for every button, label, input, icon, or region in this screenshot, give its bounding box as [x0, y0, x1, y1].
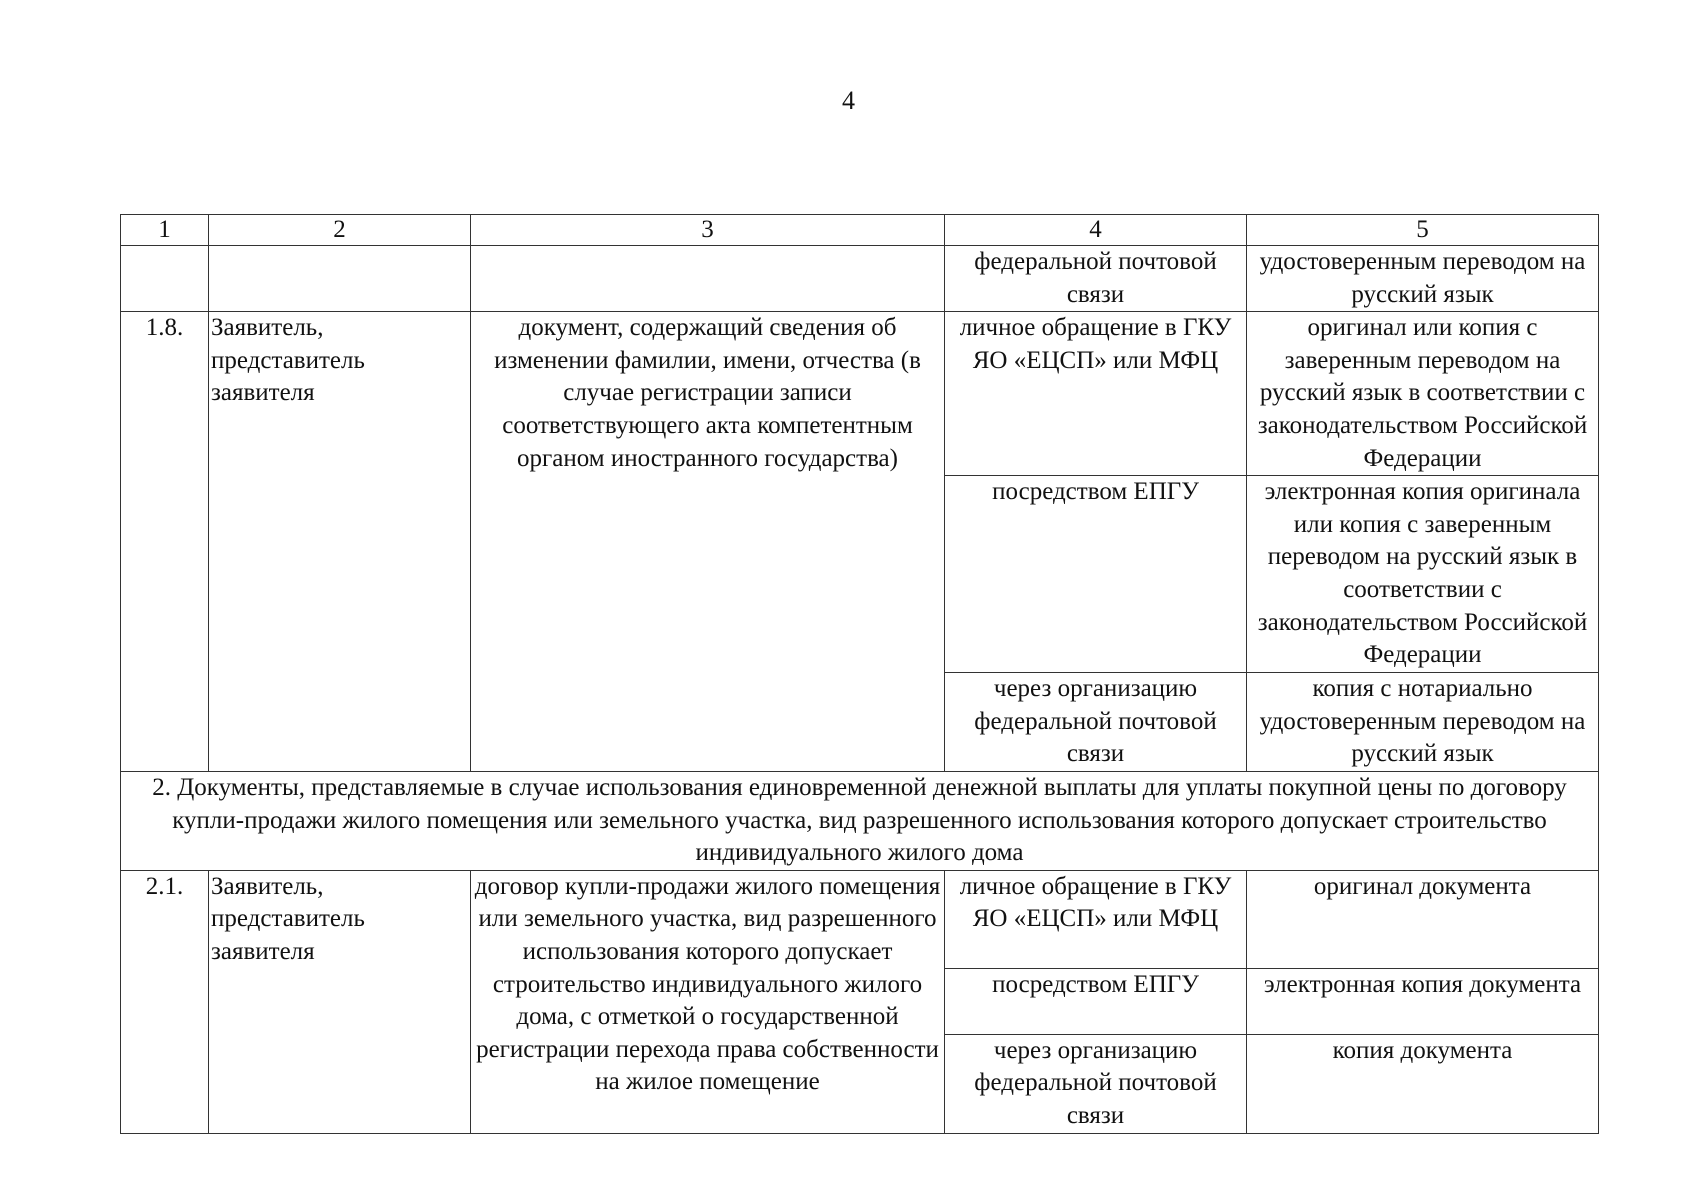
row-number-cell: 1.8.	[121, 312, 209, 772]
page-number: 4	[842, 86, 855, 115]
column-number-3: 3	[471, 215, 945, 246]
document-form-cell: оригинал или копия с заверенным переводом на русский язык в соответствии с законодательством Российской Федерации	[1247, 312, 1599, 476]
document-name-cell: документ, содержащий сведения об изменении фамилии, имени, отчества (в случае регистрации записи соответствующего акта компетентным органом иностранного государства)	[471, 312, 945, 772]
continuation-row	[121, 246, 1599, 312]
submission-method-cell: личное обращение в ГКУ ЯО «ЕЦСП» или МФЦ	[945, 870, 1247, 968]
document-form-cell: электронная копия оригинала или копия с заверенным переводом на русский язык в соответствии с законодательством Российской Федерации	[1247, 476, 1599, 673]
applicant-cell: Заявитель, представитель заявителя	[209, 312, 471, 772]
submission-method-cell: посредством ЕПГУ	[945, 476, 1247, 673]
section-heading-row	[121, 771, 1599, 870]
column-number-2: 2	[209, 215, 471, 246]
applicant-cell: Заявитель, представитель заявителя	[209, 870, 471, 1133]
document-form-cell: копия документа	[1247, 1034, 1599, 1133]
submission-method-cell: через организацию федеральной почтовой связи	[945, 673, 1247, 772]
documents-table	[120, 214, 1599, 1134]
section-heading: 2. Документы, представляемые в случае использования единовременной денежной выплаты для уплаты покупной цены по договору купли-продажи жилого помещения или земельного участка, вид разрешенного использования которого допускает строительство индивидуального жилого дома	[121, 771, 1599, 870]
document-name-cell: договор купли-продажи жилого помещения или земельного участка, вид разрешенного использования которого допускает строительство индивидуального жилого дома, с отметкой о государственной регистрации перехода права собственности на жилое помещение	[471, 870, 945, 1133]
document-form-cell: удостоверенным переводом на русский язык	[1247, 246, 1599, 312]
column-number-row	[121, 215, 1599, 246]
submission-method-cell: посредством ЕПГУ	[945, 968, 1247, 1034]
column-number-4: 4	[945, 215, 1247, 246]
table-row	[121, 312, 1599, 476]
document-form-cell: копия с нотариально удостоверенным переводом на русский язык	[1247, 673, 1599, 772]
submission-method-cell: личное обращение в ГКУ ЯО «ЕЦСП» или МФЦ	[945, 312, 1247, 476]
table-row	[121, 870, 1599, 968]
submission-method-cell: федеральной почтовой связи	[945, 246, 1247, 312]
row-number-cell: 2.1.	[121, 870, 209, 1133]
column-number-5: 5	[1247, 215, 1599, 246]
submission-method-cell: через организацию федеральной почтовой связи	[945, 1034, 1247, 1133]
column-number-1: 1	[121, 215, 209, 246]
document-form-cell: электронная копия документа	[1247, 968, 1599, 1034]
document-form-cell: оригинал документа	[1247, 870, 1599, 968]
